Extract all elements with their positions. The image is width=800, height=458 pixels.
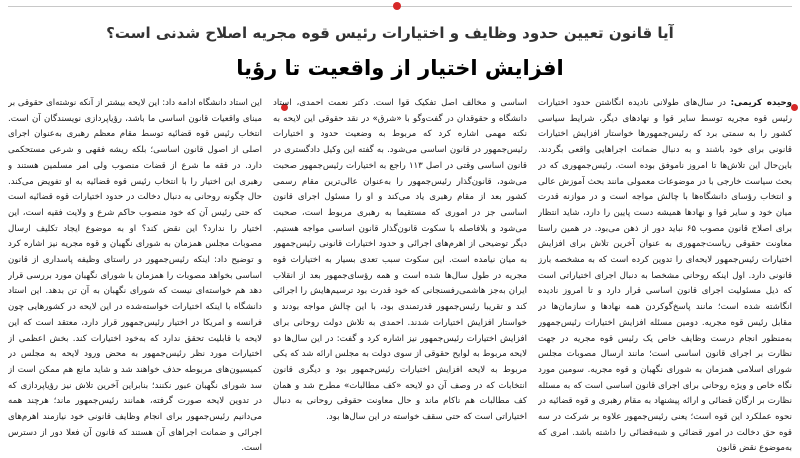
column-text: این استاد دانشگاه ادامه داد: این لایحه بیشتر از آنکه نوشته‌ای حقوقی بر مبنای واقعیات قانون اساسی ما باشد، رؤیاپردازی نویسندگان آن است. انتخاب رئیس قوه قضائیه توسط مقام معظم رهبری به‌عنوان اجرای اصلی از اصول قانون اساسی؛ بلکه ریشه فقهی و شرعی مستحکمی دارد. در فقه ما شرع از قضات منصوب ولی امر مسلمین هستند و رهبری این اختیار را با انتخاب رئیس قوه قضائیه به او تفویض می‌کند. حال چگونه روحانی به دنبال دخالت در حدود اختیارات قوه قضائیه است که حتی رئیس آن که خود منصوب حاکم شرع و ولایت فقیه است، این اختیار را ندارد؟ این نقض کند؟ او به موضوع ایجاد تکلیف ارسال مصوبات مجلس همزمان به شورای نگهبان و قوه مجریه نیز اشاره کرد و توضیح داد: اینکه رئیس‌جمهور در راستای وظیفه پاسداری از قانون اساسی بخواهد مصوبات را همزمان با شورای نگهبان مورد بررسی قرار دهد هم خواسته‌ای نیست که شورای نگهبان به آن تن بدهد. این استاد دانشگاه با اینکه اختیارات خواسته‌شده در این لایحه در کشورهایی چون فرانسه و امریکا در اختیار رئیس‌جمهور قرار دارد، معتقد است که این لایحه با قابلیت تحقق ندارد که به‌خود اختیارات کند. بخش اعظمی از اختیارات مورد نظر رئیس‌جمهور به محض ورود لایحه به مجلس در کمیسیون‌های مربوطه حذف خواهند شد و شاید مانع هم ممکن است از سد شورای نگهبان عبور نکنند؛ بنابراین آخرین تلاش نیز رؤیاپردازی که در تدوین لایحه صورت گرفته، همانند رئیس‌جمهور ماند؛ هرچند همه می‌دانیم رئیس‌جمهور برای انجام وظایف قانونی خود نیازمند اهرم‌های اجرائی و ضمانت اجراهای آن هستند که قانون آن فعلا دور از دسترس است. — [8, 98, 262, 454]
author-name: وحیده کریمی: — [730, 98, 792, 108]
article-column-1 — [538, 96, 792, 454]
article-body — [8, 96, 792, 456]
article-column-3 — [8, 96, 262, 454]
column-marker-dot — [791, 104, 798, 111]
column-text: اساسی و مخالف اصل تفکیک قوا است. دکتر نعمت احمدی، استاد دانشگاه و حقوقدان در گفت‌وگو با «شرق» در نقد حقوقی این لایحه به نکته مهمی اشاره کرد که مربوط به وضعیت حدود و اختیارات رئیس‌جمهور در قانون اساسی می‌شود. به گفته این وکیل دادگستری در قانون اساسی وقتی در اصل ۱۱۳ راجع به اختیارات رئیس‌جمهور صحبت می‌شود، قانون‌گذار رئیس‌جمهور را به‌عنوان عالی‌ترین مقام رسمی کشور بعد از مقام رهبری یاد می‌کند و او را مسئول اجرای قانون اساسی جز در اموری که مستقیما به رهبری مربوط است، صحبت می‌شود و بلافاصله با سکوت قانون‌گذار قانون اساسی مواجه هستیم. دیگر توضیحی از اهرم‌های اجرائی و حدود اختیارات قانونی رئیس‌جمهور به میان نیامده است. این سکوت سبب تعدی بسیار به اختیارات قوه مجریه در طول سال‌ها شده است و همه رؤسای‌جمهور بعد از انقلاب ایران به‌جز هاشمی‌رفسنجانی که خود قدرت بود ترسیم‌هایش را اجرائی کند و تقریبا رئیس‌جمهور قدرتمندی بود، با این چالش مواجه بودند و خواستار افزایش اختیارات شدند. احمدی به تلاش دولت روحانی برای افزایش اختیارات رئیس‌جمهور نیز اشاره کرد و گفت: در این سال‌ها دو لایحه مربوط به لوایح حقوقی از سوی دولت به مجلس ارائه شد که یکی مربوط به لایحه افزایش اختیارات رئیس‌جمهور بود و دیگری قانون انتخابات که در وصف آن دو لایحه «کف مطالبات» مطرح شد و همان کف مطالبات هم ناکام ماند و حال معاونت حقوقی روحانی به دنبال اختیاراتی است که حتی سقف خواسته در این سال‌ها بود. — [273, 98, 527, 423]
article-kicker: آیا قانون تعیین حدود وظایف و اختیارات رئیس قوه مجریه اصلاح شدنی است؟ — [106, 24, 674, 42]
column-text — [538, 96, 792, 454]
column-text-body: در سال‌های طولانی نادیده انگاشتن حدود اختیارات رئیس قوه مجریه توسط سایر قوا و نهادهای دیگر، شرایط سیاسی کشور را به سمتی برد که رئیس‌جمهورها خواستار افزایش اختیارات قانونی برای خود باشند و به دنبال ضمانت اجراهایی واقعی بگردند. باین‌حال این تلاش‌ها تا امروز ناموفق بوده است. رئیس‌جمهوری که در بحث سیاست خارجی با در موضوعات معمولی مانند بحث آموزش عالی و انتخاب رؤسای دانشگاه‌ها با چالش مواجه است و در موازنه قدرت میان خود و سایر قوا و نهادها همیشه دست پایین را دارد، شاید انتظار برای اصلاح قانون مصوب ۶۵ نباید دور از ذهن می‌بود. در همین راستا معاونت حقوقی ریاست‌جمهوری به عنوان آخرین تلاش برای افزایش اختیارات رئیس‌جمهور لایحه‌ای را تدوین کرده است که به مشخصه بارز قانونی دارد. اول اینکه روحانی مشخصا به دنبال اجرای اختیاراتی است که ذیل مسئولیت اجرای قانون اساسی قرار دارد و تا امروز نادیده انگاشته شده است؛ مانند پاسخ‌گوکردن همه نهادها و سازمان‌ها در مقابل رئیس قوه مجریه. دومین مسئله افزایش اختیارات رئیس‌جمهور به‌منظور انجام درست وظایف خاص یک رئیس قوه مجریه در جهت نظارت بر اجرای قانون اساسی است؛ مانند ارسال مصوبات مجلس شورای اسلامی همزمان به شورای نگهبان و قوه مجریه. سومین مورد نگاه خاص و ویژه روحانی برای اجرای قانون اساسی است که به مسئله نظارت بر ارگان قضائی و ارائه پیشنهاد به مقام رهبری و قوه قضائیه در نحوه عملکرد این قوه است؛ یعنی رئیس‌جمهور علاوه بر شرکت در سه قوه حق دخالت در امور قضائی و شبه‌قضائی را داشته باشد. امری که به‌موضوع نقض قانون — [538, 98, 792, 454]
article-headline: افزایش اختیار از واقعیت تا رؤیا — [236, 56, 564, 80]
top-marker-dot — [393, 2, 401, 10]
article-column-2 — [273, 96, 527, 454]
